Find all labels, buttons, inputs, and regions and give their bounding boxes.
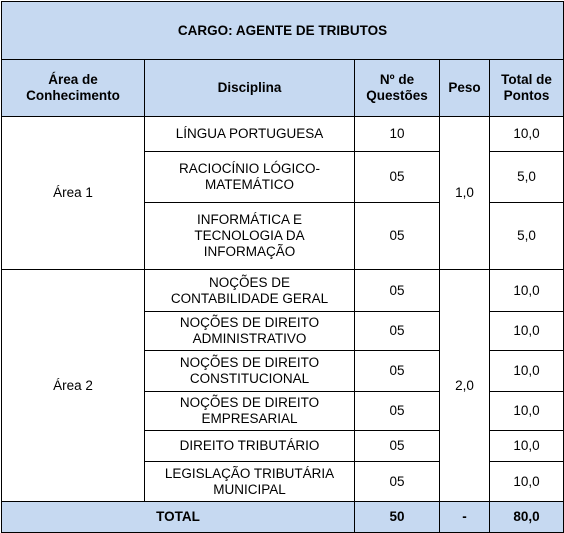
disciplina-cell: NOÇÕES DE DIREITO EMPRESARIAL (145, 392, 355, 431)
pontos-cell: 10,0 (490, 270, 564, 312)
header-peso: Peso (440, 60, 490, 117)
pontos-cell: 10,0 (490, 117, 564, 152)
questoes-cell: 05 (355, 392, 440, 431)
disciplina-cell: NOÇÕES DE CONTABILIDADE GERAL (145, 270, 355, 312)
area-1-name: Área 1 (2, 117, 145, 270)
header-area: Área de Conhecimento (2, 60, 145, 117)
header-questoes: Nº de Questões (355, 60, 440, 117)
header-row (2, 60, 564, 117)
pontos-cell: 5,0 (490, 152, 564, 203)
total-questoes: 50 (355, 502, 440, 533)
table-row (2, 117, 564, 152)
questoes-cell: 05 (355, 431, 440, 462)
pontos-cell: 10,0 (490, 392, 564, 431)
area-2-name: Área 2 (2, 270, 145, 502)
total-pontos: 80,0 (490, 502, 564, 533)
disciplina-cell: LÍNGUA PORTUGUESA (145, 117, 355, 152)
area-1-peso: 1,0 (440, 117, 490, 270)
table-row (2, 270, 564, 312)
exam-table (1, 1, 564, 533)
disciplina-cell: NOÇÕES DE DIREITO CONSTITUCIONAL (145, 351, 355, 392)
disciplina-cell: NOÇÕES DE DIREITO ADMINISTRATIVO (145, 312, 355, 351)
questoes-cell: 05 (355, 351, 440, 392)
questoes-cell: 10 (355, 117, 440, 152)
questoes-cell: 05 (355, 152, 440, 203)
pontos-cell: 10,0 (490, 431, 564, 462)
pontos-cell: 10,0 (490, 351, 564, 392)
disciplina-cell: RACIOCÍNIO LÓGICO-MATEMÁTICO (145, 152, 355, 203)
disciplina-cell: INFORMÁTICA E TECNOLOGIA DA INFORMAÇÃO (145, 203, 355, 270)
questoes-cell: 05 (355, 270, 440, 312)
total-label: TOTAL (2, 502, 355, 533)
area-2-peso: 2,0 (440, 270, 490, 502)
header-total: Total de Pontos (490, 60, 564, 117)
questoes-cell: 05 (355, 203, 440, 270)
title-row (2, 2, 564, 60)
disciplina-cell: DIREITO TRIBUTÁRIO (145, 431, 355, 462)
total-peso: - (440, 502, 490, 533)
pontos-cell: 10,0 (490, 312, 564, 351)
pontos-cell: 10,0 (490, 462, 564, 502)
cargo-title: CARGO: AGENTE DE TRIBUTOS (2, 2, 564, 60)
pontos-cell: 5,0 (490, 203, 564, 270)
questoes-cell: 05 (355, 462, 440, 502)
total-row (2, 502, 564, 533)
questoes-cell: 05 (355, 312, 440, 351)
disciplina-cell: LEGISLAÇÃO TRIBUTÁRIA MUNICIPAL (145, 462, 355, 502)
header-disciplina: Disciplina (145, 60, 355, 117)
